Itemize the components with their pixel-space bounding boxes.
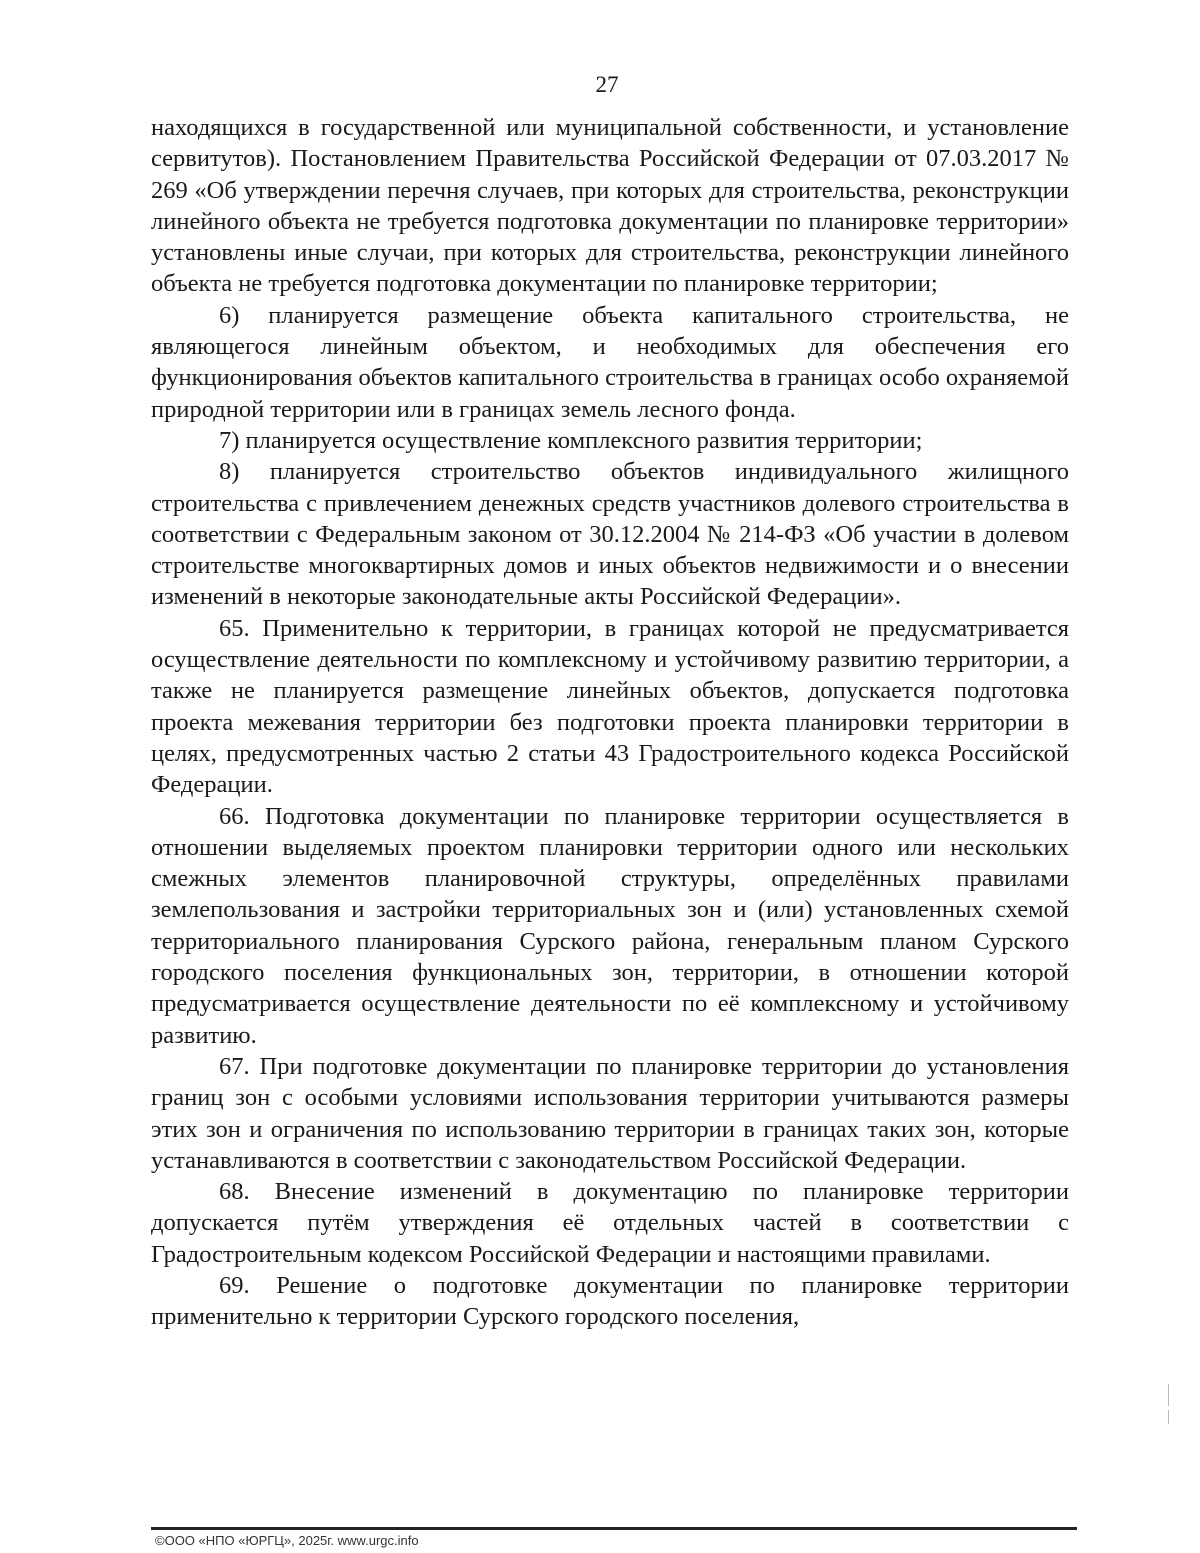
scan-margin-mark [1168,1384,1169,1406]
paragraph-68: 68. Внесение изменений в документацию по планировке территории допускается путём утверждения её отдельных частей в соответствии с Градостроительным кодексом Российской Федерации и настоящими правилами. [151,1178,1069,1268]
footer-copyright: ©ООО «НПО «ЮРГЦ», 2025г. www.urgc.info [155,1533,419,1548]
scan-margin-mark [1168,1410,1169,1424]
footer-divider [151,1527,1077,1530]
paragraph-69: 69. Решение о подготовке документации по планировке территории применительно к территории Сурского городского поселения, [151,1271,1069,1331]
paragraph-item-8: 8) планируется строительство объектов индивидуального жилищного строительства с привлечением денежных средств участников долевого строительства в соответствии с Федеральным законом от 30.12.2004 № 214-ФЗ «Об участии в долевом строительстве многоквартирных домов и иных объектов недвижимости и о внесении изменений в некоторые законодательные акты Российской Федерации». [151,458,1069,611]
paragraph-66: 66. Подготовка документации по планировке территории осуществляется в отношении выделяемых проектом планировки территории одного или нескольких смежных элементов планировочной структуры, определённых правилами землепользования и застройки территориальных зон и (или) установленных схемой территориального планирования Сурского района, генеральным планом Сурского городского поселения функциональных зон, территории, в отношении которой предусматривается осуществление деятельности по её комплексному и устойчивому развитию. [151,802,1069,1049]
paragraph-67: 67. При подготовке документации по планировке территории до установления границ зон с особыми условиями использования территории учитываются размеры этих зон и ограничения по использованию территории в границах таких зон, которые устанавливаются в соответствии с законодательством Российской Федерации. [151,1052,1069,1174]
paragraph-continuation: находящихся в государственной или муниципальной собственности, и установление сервитутов). Постановлением Правительства Российской Федерации от 07.03.2017 № 269 «Об утверждении перечня случаев, при которых для строительства, реконструкции линейного объекта не требуется подготовка документации по планировке территории» установлены иные случаи, при которых для строительства, реконструкции линейного объекта не требуется подготовка документации по планировке территории; [151,114,1069,298]
paragraph-item-7: 7) планируется осуществление комплексного развития территории; [219,426,923,454]
page-number: 27 [595,72,619,97]
paragraph-item-6: 6) планируется размещение объекта капитального строительства, не являющегося линейным объектом, и необходимых для обеспечения его функционирования объектов капитального строительства в границах особо охраняемой природной территории или в границах земель лесного фонда. [151,301,1069,423]
paragraph-65: 65. Применительно к территории, в границах которой не предусматривается осуществление деятельности по комплексному и устойчивому развитию территории, а также не планируется размещение линейных объектов, допускается подготовка проекта межевания территории без подготовки проекта планировки территории в целях, предусмотренных частью 2 статьи 43 Градостроительного кодекса Российской Федерации. [151,614,1069,799]
document-body [151,112,1069,1333]
